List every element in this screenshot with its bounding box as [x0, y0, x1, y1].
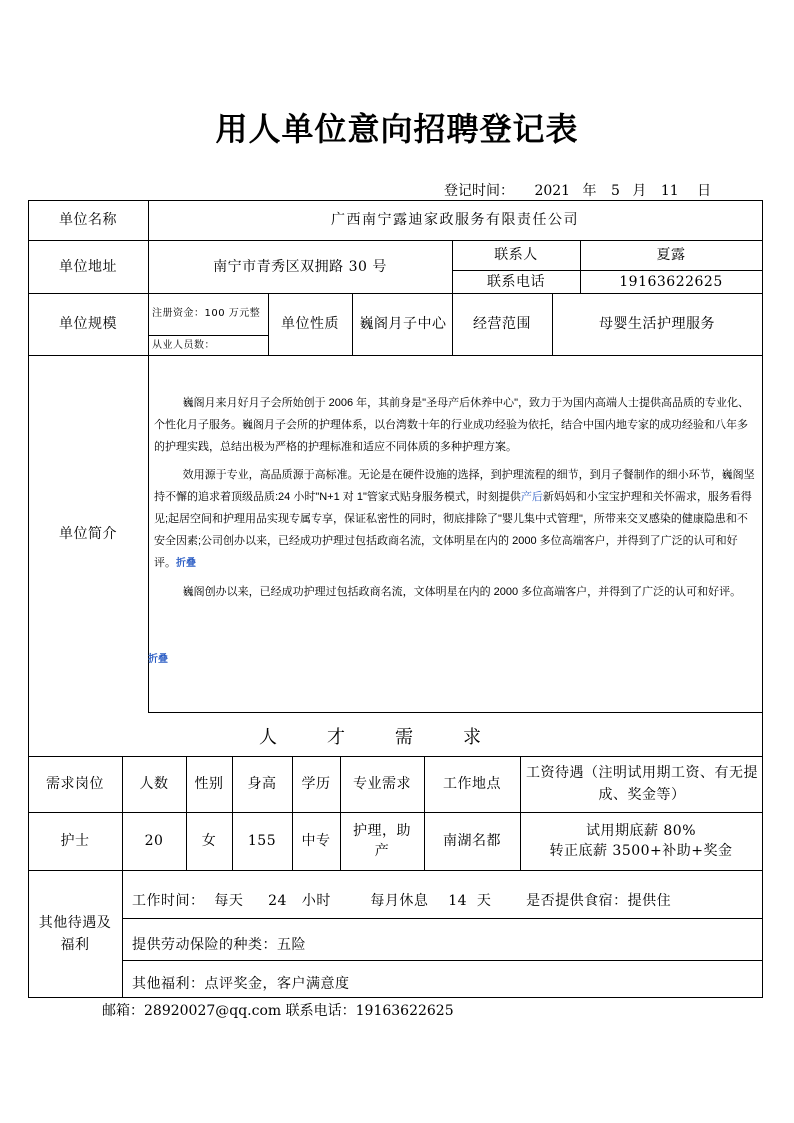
intro-link[interactable]: 产后 [520, 491, 543, 503]
intro-paragraph: 巍阁创办以来，已经成功护理过包括政商名流，文体明星在内的 2000 多位高端客户，并得到了广泛的认可和好评。 [182, 586, 742, 598]
row-major: 护理，助产 [353, 823, 411, 859]
header-count: 人数 [139, 776, 169, 792]
row-gender: 女 [201, 833, 217, 849]
business-scope-label: 经营范围 [473, 316, 531, 332]
header-height: 身高 [247, 776, 277, 792]
header-post: 需求岗位 [46, 776, 104, 792]
intro-paragraph: 效用源于专业，高品质源于高标准。无论是在硬件设施的选择，到护理流程的细节，到月子餐制作的细小环节，巍阁坚持不懈的追求着顶级品质:24 小时"N+1 对 1"管家式贴身服务模式，时刻提供产后新妈妈和小宝宝护理和关怀需求，服务看得见;起居空间和护理用品实现专属专享，保证私密性的同时，彻底排除了"婴儿集中式管理"，所带来交叉感染的健康隐患和不安全因素;公司创办以来，已经成功护理过包括政商名流，文体明星在内的 2000 多位高端客户，并得到了广泛的认可和好评。折叠 [154, 469, 755, 569]
row-post: 护士 [60, 833, 90, 849]
phone-value: 19163622625 [619, 273, 723, 290]
table-line [28, 870, 763, 871]
header-gender: 性别 [194, 776, 224, 792]
row-height: 155 [247, 833, 277, 849]
benefits-other: 其他福利：点评奖金，客户满意度 [132, 976, 350, 992]
unit-address-value: 南宁市青秀区双拥路 30 号 [213, 258, 387, 275]
benefits-work-time: 工作时间： 每天 24 小时 每月休息 14 天 是否提供食宿：提供住 [132, 893, 672, 909]
unit-nature-label: 单位性质 [281, 316, 339, 332]
unit-name-label: 单位名称 [59, 212, 117, 228]
talent-demand-header: 人才需求 [259, 727, 531, 748]
table-line [122, 960, 763, 961]
header-salary: 工资待遇（注明试用期工资、有无提成、奖金等） [526, 765, 758, 803]
header-major: 专业需求 [353, 776, 411, 792]
contact-label: 联系人 [494, 247, 538, 263]
row-place: 南湖名都 [443, 833, 501, 849]
row-count: 20 [144, 833, 164, 849]
unit-intro-text [154, 392, 756, 609]
table-line [762, 200, 763, 997]
header-education: 学历 [301, 776, 331, 792]
header-place: 工作地点 [443, 776, 501, 792]
unit-scale-label: 单位规模 [59, 316, 117, 332]
unit-intro-label: 单位简介 [59, 525, 117, 542]
row-salary: 试用期底薪 80% 转正底薪 3500+补助+奖金 [549, 823, 733, 859]
fold-link[interactable]: 折叠 [176, 558, 196, 569]
table-line [352, 293, 353, 355]
unit-address-label: 单位地址 [59, 258, 117, 275]
row-education: 中专 [301, 833, 331, 849]
contact-value: 夏露 [656, 247, 686, 263]
unit-name-value: 广西南宁露迪家政服务有限责任公司 [331, 212, 579, 228]
fold-link[interactable]: 折叠 [148, 654, 168, 665]
intro-paragraph: 巍阁月来月好月子会所始创于 2006 年，其前身是"圣母产后休养中心"，致力于为国内高端人士提供高品质的专业化、个性化月子服务。巍阁月子会所的护理体系，以台湾数十年的行业成功经验为依托，结合中国内地专家的成功经验和八年多的护理实践，总结出极为严格的护理标准和适应不同体质的多种护理方案。 [154, 397, 749, 453]
business-scope-value: 母婴生活护理服务 [599, 316, 715, 332]
benefits-insurance: 提供劳动保险的种类：五险 [132, 937, 306, 953]
unit-nature-value: 巍阁月子中心 [359, 316, 447, 332]
registration-date: 登记时间： 2021 年 5 月 11 日 [444, 183, 712, 199]
staff-count: 从业人员数： [152, 339, 215, 351]
benefits-label: 其他待遇及福利 [38, 914, 112, 953]
table-line [122, 918, 763, 919]
registered-capital: 注册资金：100 万元整 [152, 308, 261, 319]
phone-label: 联系电话 [487, 273, 545, 290]
table-line [148, 712, 763, 713]
page-title: 用人单位意向招聘登记表 [215, 110, 579, 148]
footer-contact: 邮箱：28920027@qq.com 联系电话：19163622625 [102, 1003, 454, 1019]
